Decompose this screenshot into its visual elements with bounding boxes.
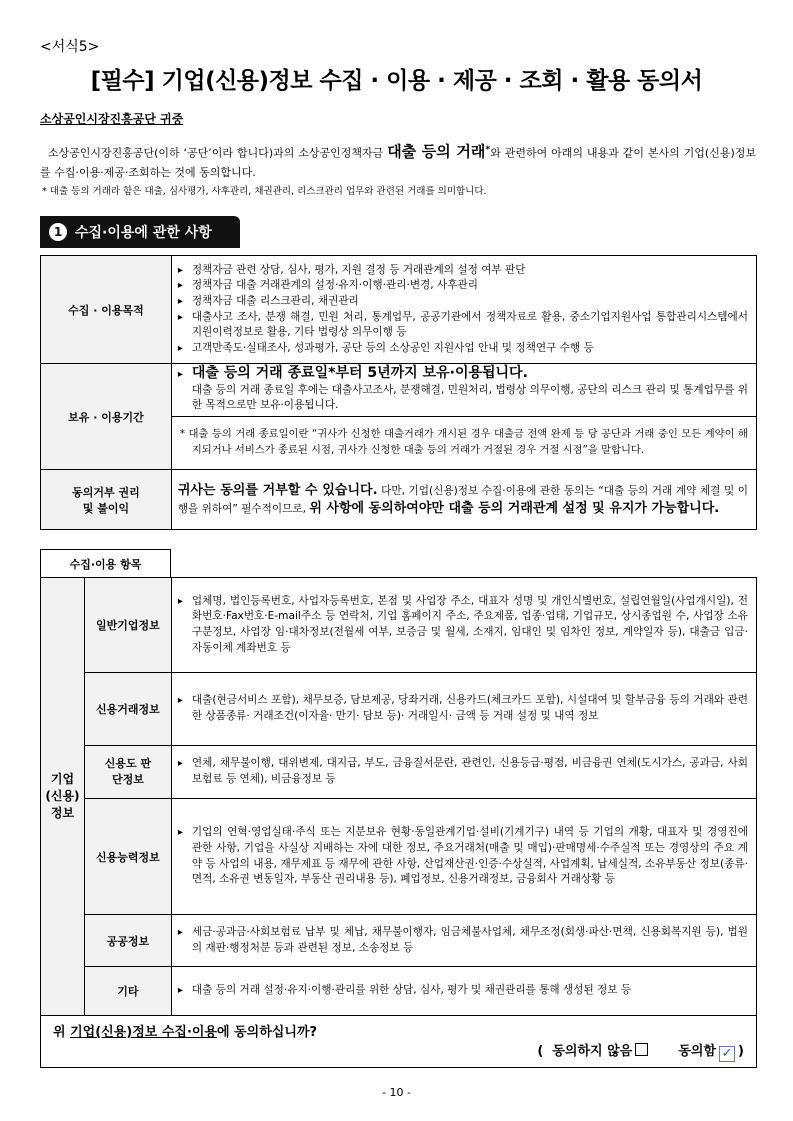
purpose-item: ▸ 정책자금 대출 거래관계의 설정·유지·이행·관리·변경, 사후관리 <box>178 278 748 294</box>
category-label: 신용도 판단정보 <box>84 746 171 799</box>
purpose-table <box>40 255 757 530</box>
category-content: ▸ 연체, 채무불이행, 대위변제, 대지급, 부도, 금융질서문란, 관련인, 신용등급·평점, 비금융권 연체(도시가스, 공과금, 사회보험료 등 연체), 비금융정보 등 <box>171 746 756 799</box>
category-content: ▸ 기업의 연혁·영업실태·주식 또는 지분보유 현황·동일관계기업·설비(기계기구) 내역 등 기업의 개황, 대표자 및 경영진에 관한 사항, 기업을 사실상 지배하는 자에 대한 정보, 주요거래처(매출 및 매입)·판매명세·수주실적 또는 경영상의 주요 계약 등 사업의 내용, 재무제표 등 재무에 관한 사항, 산업재산권·인증·수상실적, 사업계획, 납세실적, 소유부동산 정보(종류·면적, 소유권 변동일자, 부동산 권리내용 등), 폐업정보, 신용거래정보, 금융회사 거래상황 등 <box>171 799 756 915</box>
refusal-content: 귀사는 동의를 거부할 수 있습니다. 다만, 기업(신용)정보 수집·이용에 관한 동의는 “대출 등의 거래 계약 체결 및 이행을 위하여” 필수적이므로, 위 사항에 동의하여야만 대출 등의 거래관계 설정 및 유지가 가능합니다. <box>171 470 756 530</box>
addressee: 소상공인시장진흥공단 귀중 <box>40 112 184 126</box>
section-number-icon: 1 <box>49 223 67 241</box>
intro-emphasis: 대출 등의 거래 <box>387 142 486 161</box>
category-label: 일반기업정보 <box>84 578 171 673</box>
retention-content <box>171 364 756 417</box>
purpose-item: ▸ 대출사고 조사, 분쟁 해결, 민원 처리, 통계업무, 공공기관에서 정책자료로 활용, 중소기업지원사업 통합관리시스템에서 지원이력정보로 활용, 기타 법령상 의무이행 등 <box>178 310 748 341</box>
retention-note: * 대출 등의 거래 종료일이란 “귀사가 신청한 대출거래가 개시된 경우 대출금 전액 완제 등 당 공단과 거래 중인 모든 계약이 해지되거나 서비스가 종료된 시점, 귀사가 신청한 대출 등의 거래가 거절된 경우 거절 시점”을 말합니다. <box>179 428 748 456</box>
category-label: 신용거래정보 <box>84 673 171 746</box>
category-content: ▸ 대출(현금서비스 포함), 채무보증, 담보제공, 당좌거래, 신용카드(체크카드 포함), 시설대여 및 할부금융 등의 거래와 관련한 상품종류· 거래조건(이자율· 만기· 담보 등)· 거래일시· 금액 등 거래 설정 및 내역 정보 <box>171 673 756 746</box>
purpose-item: ▸ 정책자금 관련 상담, 심사, 평가, 지원 결정 등 거래관계의 설정 여부 판단 <box>178 263 748 279</box>
section-header: 1 수집·이용에 관한 사항 <box>40 216 240 248</box>
category-label: 신용능력정보 <box>84 799 171 915</box>
items-table <box>40 577 757 1068</box>
disagree-checkbox[interactable] <box>635 1043 648 1056</box>
disagree-option[interactable]: 동의하지 않음 <box>548 1044 651 1059</box>
retention-label: 보유 · 이용기간 <box>41 364 172 470</box>
category-label: 공공정보 <box>84 915 171 967</box>
consent-question: 위 기업(신용)정보 수집·이용에 동의하십니까? <box>53 1025 318 1040</box>
intro-footnote: * 대출 등의 거래라 함은 대출, 심사평가, 사후관리, 채권관리, 리스크관리 업무와 관련된 거래를 의미합니다. <box>42 186 487 197</box>
retention-note-cell <box>171 417 756 470</box>
items-header: 수집·이용 항목 <box>41 550 171 578</box>
purpose-item: ▸ 고객만족도·실태조사, 성과평가, 공단 등의 소상공인 지원사업 안내 및 정책연구 수행 등 <box>178 341 748 357</box>
purpose-item: ▸ 정책자금 대출 리스크관리, 채권관리 <box>178 294 748 310</box>
agree-checkbox-checked-icon[interactable]: ✓ <box>719 1046 735 1062</box>
agree-option[interactable]: 동의함 ✓ <box>678 1044 738 1059</box>
form-number: <서식5> <box>40 39 100 55</box>
page-title: [필수] 기업(신용)정보 수집 · 이용 · 제공 · 조회 · 활용 동의서 <box>90 68 703 94</box>
category-content: ▸ 대출 등의 거래 설정·유지·이행·관리를 위한 상담, 심사, 평가 및 채권관리를 통해 생성된 정보 등 <box>171 967 756 1016</box>
category-content: ▸ 세금·공과금·사회보험료 납부 및 체납, 채무불이행자, 임금체불사업체, 채무조정(회생·파산·면책, 신용회복지원 등), 법원의 재판·행정처분 등과 관련된 정보, 소송정보 등 <box>171 915 756 967</box>
purpose-content <box>171 256 756 364</box>
items-header-table <box>40 549 171 578</box>
category-label: 기타 <box>84 967 171 1016</box>
group-label: 기업 (신용) 정보 <box>41 578 85 1016</box>
purpose-label: 수집 · 이용목적 <box>41 256 172 364</box>
page-number: - 10 - <box>382 1086 411 1099</box>
consent-row <box>41 1016 757 1068</box>
category-content: ▸ 업체명, 법인등록번호, 사업자등록번호, 본점 및 사업장 주소, 대표자 성명 및 개인식별번호, 설립연월일(사업개시일), 전화번호·Fax번호·E-mail주소 등 연락처, 기업 홈페이지 주소, 주요제품, 업종·업태, 기업규모, 상시종업원 수, 사업장 소유구분정보, 사업장 임·대차정보(전월세 여부, 보증금 및 월세, 소재지, 임대인 및 임차인 정보, 계약일자 등), 대출금 입금·자동이체 계좌번호 등 <box>171 578 756 673</box>
refusal-label: 동의거부 권리 및 불이익 <box>41 470 172 530</box>
retention-headline: ▸ 대출 등의 거래 종료일*부터 5년까지 보유·이용됩니다. <box>178 366 748 383</box>
intro-paragraph: 소상공인시장진흥공단(이하 ‘공단’이라 합니다)과의 소상공인정책자금 대출 등의 거래*와 관련하여 아래의 내용과 같이 본사의 기업(신용)정보를 수집·이용·제공·조회하는 것에 동의합니다. <box>40 142 757 179</box>
consent-choices: ( 동의하지 않음 동의함 ✓ ) <box>537 1044 744 1061</box>
retention-detail: 대출 등의 거래 종료일 후에는 대출사고조사, 분쟁해결, 민원처리, 법령상 의무이행, 공단의 리스크 관리 및 통계업무를 위한 목적으로만 보유·이용됩니다. <box>191 383 748 412</box>
